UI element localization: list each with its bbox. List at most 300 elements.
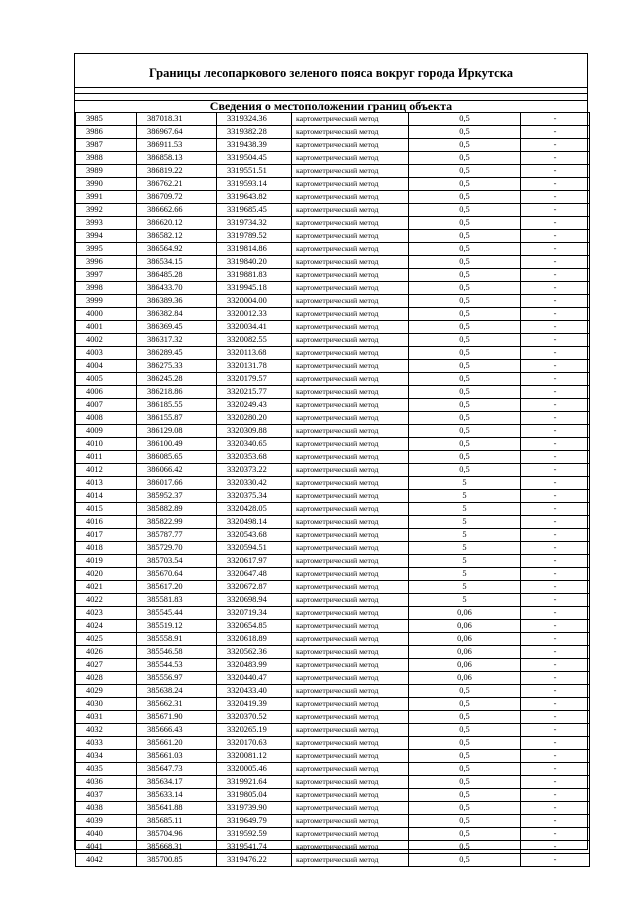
- point-number-cell: 3992: [76, 204, 137, 217]
- x-coordinate-cell: 385952.37: [137, 490, 217, 503]
- document-frame: [74, 53, 588, 864]
- table-row: [76, 763, 590, 776]
- x-coordinate-cell: 386382.84: [137, 308, 217, 321]
- table-row: [76, 256, 590, 269]
- table-row: [76, 698, 590, 711]
- method-cell: картометрический метод: [292, 841, 409, 854]
- x-coordinate-cell: 386911.53: [137, 139, 217, 152]
- accuracy-cell: 0,5: [409, 412, 521, 425]
- accuracy-cell: 0,5: [409, 139, 521, 152]
- method-cell: картометрический метод: [292, 191, 409, 204]
- y-coordinate-cell: 3320170.63: [217, 737, 292, 750]
- notes-cell: -: [521, 217, 590, 230]
- y-coordinate-cell: 3319945.18: [217, 282, 292, 295]
- coordinates-table: [75, 112, 590, 867]
- point-number-cell: 4009: [76, 425, 137, 438]
- point-number-cell: 3988: [76, 152, 137, 165]
- accuracy-cell: 0,5: [409, 815, 521, 828]
- method-cell: картометрический метод: [292, 269, 409, 282]
- x-coordinate-cell: 386389.36: [137, 295, 217, 308]
- document-title: Границы лесопаркового зеленого пояса вокруг города Иркутска: [149, 66, 513, 80]
- accuracy-cell: 0,5: [409, 789, 521, 802]
- table-row: [76, 152, 590, 165]
- accuracy-cell: 0,5: [409, 451, 521, 464]
- notes-cell: -: [521, 334, 590, 347]
- x-coordinate-cell: 385641.88: [137, 802, 217, 815]
- accuracy-cell: 0,5: [409, 763, 521, 776]
- table-row: [76, 360, 590, 373]
- accuracy-cell: 0,06: [409, 633, 521, 646]
- x-coordinate-cell: 385685.11: [137, 815, 217, 828]
- table-row: [76, 776, 590, 789]
- notes-cell: -: [521, 529, 590, 542]
- method-cell: картометрический метод: [292, 698, 409, 711]
- table-row: [76, 386, 590, 399]
- method-cell: картометрический метод: [292, 126, 409, 139]
- x-coordinate-cell: 385666.43: [137, 724, 217, 737]
- accuracy-cell: 0,5: [409, 282, 521, 295]
- notes-cell: -: [521, 347, 590, 360]
- y-coordinate-cell: 3320330.42: [217, 477, 292, 490]
- x-coordinate-cell: 386289.45: [137, 347, 217, 360]
- y-coordinate-cell: 3320672.87: [217, 581, 292, 594]
- point-number-cell: 4005: [76, 373, 137, 386]
- accuracy-cell: 5: [409, 594, 521, 607]
- x-coordinate-cell: 386967.64: [137, 126, 217, 139]
- notes-cell: -: [521, 295, 590, 308]
- method-cell: картометрический метод: [292, 152, 409, 165]
- x-coordinate-cell: 385558.91: [137, 633, 217, 646]
- accuracy-cell: 0,5: [409, 113, 521, 126]
- table-row: [76, 789, 590, 802]
- y-coordinate-cell: 3320373.22: [217, 464, 292, 477]
- table-row: [76, 178, 590, 191]
- table-row: [76, 230, 590, 243]
- accuracy-cell: 0,5: [409, 386, 521, 399]
- table-row: [76, 802, 590, 815]
- table-row: [76, 165, 590, 178]
- y-coordinate-cell: 3319541.74: [217, 841, 292, 854]
- notes-cell: -: [521, 724, 590, 737]
- y-coordinate-cell: 3319814.86: [217, 243, 292, 256]
- point-number-cell: 4026: [76, 646, 137, 659]
- y-coordinate-cell: 3319805.04: [217, 789, 292, 802]
- notes-cell: -: [521, 542, 590, 555]
- x-coordinate-cell: 387018.31: [137, 113, 217, 126]
- y-coordinate-cell: 3319840.20: [217, 256, 292, 269]
- method-cell: картометрический метод: [292, 347, 409, 360]
- y-coordinate-cell: 3319551.51: [217, 165, 292, 178]
- table-row: [76, 282, 590, 295]
- method-cell: картометрический метод: [292, 659, 409, 672]
- point-number-cell: 4027: [76, 659, 137, 672]
- notes-cell: -: [521, 776, 590, 789]
- method-cell: картометрический метод: [292, 438, 409, 451]
- notes-cell: -: [521, 178, 590, 191]
- table-row: [76, 750, 590, 763]
- y-coordinate-cell: 3319324.36: [217, 113, 292, 126]
- x-coordinate-cell: 386709.72: [137, 191, 217, 204]
- point-number-cell: 4040: [76, 828, 137, 841]
- x-coordinate-cell: 385546.58: [137, 646, 217, 659]
- table-row: [76, 659, 590, 672]
- y-coordinate-cell: 3320370.52: [217, 711, 292, 724]
- x-coordinate-cell: 385700.85: [137, 854, 217, 867]
- method-cell: картометрический метод: [292, 594, 409, 607]
- y-coordinate-cell: 3319734.32: [217, 217, 292, 230]
- point-number-cell: 4000: [76, 308, 137, 321]
- x-coordinate-cell: 385787.77: [137, 529, 217, 542]
- y-coordinate-cell: 3320034.41: [217, 321, 292, 334]
- x-coordinate-cell: 386017.66: [137, 477, 217, 490]
- accuracy-cell: 0,5: [409, 126, 521, 139]
- x-coordinate-cell: 385661.20: [137, 737, 217, 750]
- method-cell: картометрический метод: [292, 321, 409, 334]
- accuracy-cell: 5: [409, 477, 521, 490]
- accuracy-cell: 5: [409, 529, 521, 542]
- y-coordinate-cell: 3320249.43: [217, 399, 292, 412]
- notes-cell: -: [521, 802, 590, 815]
- table-row: [76, 139, 590, 152]
- y-coordinate-cell: 3319921.64: [217, 776, 292, 789]
- method-cell: картометрический метод: [292, 646, 409, 659]
- x-coordinate-cell: 386185.55: [137, 399, 217, 412]
- table-row: [76, 412, 590, 425]
- notes-cell: -: [521, 308, 590, 321]
- point-number-cell: 4024: [76, 620, 137, 633]
- notes-cell: -: [521, 503, 590, 516]
- method-cell: картометрический метод: [292, 685, 409, 698]
- y-coordinate-cell: 3320440.47: [217, 672, 292, 685]
- y-coordinate-cell: 3319382.28: [217, 126, 292, 139]
- accuracy-cell: 5: [409, 516, 521, 529]
- point-number-cell: 4002: [76, 334, 137, 347]
- y-coordinate-cell: 3319649.79: [217, 815, 292, 828]
- x-coordinate-cell: 385662.31: [137, 698, 217, 711]
- method-cell: картометрический метод: [292, 607, 409, 620]
- y-coordinate-cell: 3320081.12: [217, 750, 292, 763]
- accuracy-cell: 0,5: [409, 204, 521, 217]
- point-number-cell: 4025: [76, 633, 137, 646]
- notes-cell: -: [521, 607, 590, 620]
- method-cell: картометрический метод: [292, 412, 409, 425]
- method-cell: картометрический метод: [292, 802, 409, 815]
- y-coordinate-cell: 3320131.78: [217, 360, 292, 373]
- point-number-cell: 4021: [76, 581, 137, 594]
- y-coordinate-cell: 3320309.88: [217, 425, 292, 438]
- x-coordinate-cell: 386245.28: [137, 373, 217, 386]
- y-coordinate-cell: 3320719.34: [217, 607, 292, 620]
- method-cell: картометрический метод: [292, 230, 409, 243]
- y-coordinate-cell: 3320647.48: [217, 568, 292, 581]
- y-coordinate-cell: 3319504.45: [217, 152, 292, 165]
- table-row: [76, 204, 590, 217]
- method-cell: картометрический метод: [292, 490, 409, 503]
- x-coordinate-cell: 385638.24: [137, 685, 217, 698]
- notes-cell: -: [521, 828, 590, 841]
- method-cell: картометрический метод: [292, 789, 409, 802]
- x-coordinate-cell: 385617.20: [137, 581, 217, 594]
- accuracy-cell: 0,5: [409, 854, 521, 867]
- accuracy-cell: 0,06: [409, 672, 521, 685]
- notes-cell: -: [521, 243, 590, 256]
- table-row: [76, 503, 590, 516]
- notes-cell: -: [521, 386, 590, 399]
- point-number-cell: 3989: [76, 165, 137, 178]
- point-number-cell: 3995: [76, 243, 137, 256]
- notes-cell: -: [521, 568, 590, 581]
- point-number-cell: 3994: [76, 230, 137, 243]
- x-coordinate-cell: 385581.83: [137, 594, 217, 607]
- point-number-cell: 4006: [76, 386, 137, 399]
- table-row: [76, 113, 590, 126]
- table-row: [76, 555, 590, 568]
- method-cell: картометрический метод: [292, 711, 409, 724]
- notes-cell: -: [521, 581, 590, 594]
- point-number-cell: 4017: [76, 529, 137, 542]
- notes-cell: -: [521, 321, 590, 334]
- point-number-cell: 3987: [76, 139, 137, 152]
- notes-cell: -: [521, 360, 590, 373]
- method-cell: картометрический метод: [292, 568, 409, 581]
- y-coordinate-cell: 3319789.52: [217, 230, 292, 243]
- point-number-cell: 3990: [76, 178, 137, 191]
- accuracy-cell: 0,5: [409, 373, 521, 386]
- method-cell: картометрический метод: [292, 828, 409, 841]
- accuracy-cell: 0,5: [409, 828, 521, 841]
- y-coordinate-cell: 3320428.05: [217, 503, 292, 516]
- notes-cell: -: [521, 256, 590, 269]
- accuracy-cell: 0,06: [409, 607, 521, 620]
- notes-cell: -: [521, 672, 590, 685]
- title-box: [75, 54, 587, 88]
- method-cell: картометрический метод: [292, 555, 409, 568]
- x-coordinate-cell: 385703.54: [137, 555, 217, 568]
- y-coordinate-cell: 3320004.00: [217, 295, 292, 308]
- table-row: [76, 308, 590, 321]
- table-row: [76, 490, 590, 503]
- method-cell: картометрический метод: [292, 386, 409, 399]
- y-coordinate-cell: 3319476.22: [217, 854, 292, 867]
- notes-cell: -: [521, 412, 590, 425]
- x-coordinate-cell: 386317.32: [137, 334, 217, 347]
- method-cell: картометрический метод: [292, 750, 409, 763]
- method-cell: картометрический метод: [292, 217, 409, 230]
- y-coordinate-cell: 3320618.89: [217, 633, 292, 646]
- notes-cell: -: [521, 204, 590, 217]
- x-coordinate-cell: 386858.13: [137, 152, 217, 165]
- point-number-cell: 3996: [76, 256, 137, 269]
- x-coordinate-cell: 385729.70: [137, 542, 217, 555]
- notes-cell: -: [521, 165, 590, 178]
- notes-cell: -: [521, 737, 590, 750]
- method-cell: картометрический метод: [292, 308, 409, 321]
- accuracy-cell: 0,5: [409, 399, 521, 412]
- y-coordinate-cell: 3320617.97: [217, 555, 292, 568]
- x-coordinate-cell: 386564.92: [137, 243, 217, 256]
- point-number-cell: 4016: [76, 516, 137, 529]
- notes-cell: -: [521, 191, 590, 204]
- point-number-cell: 4034: [76, 750, 137, 763]
- method-cell: картометрический метод: [292, 399, 409, 412]
- table-row: [76, 607, 590, 620]
- y-coordinate-cell: 3320340.65: [217, 438, 292, 451]
- accuracy-cell: 0,5: [409, 217, 521, 230]
- method-cell: картометрический метод: [292, 295, 409, 308]
- accuracy-cell: 0,5: [409, 750, 521, 763]
- table-row: [76, 347, 590, 360]
- accuracy-cell: 0,5: [409, 438, 521, 451]
- accuracy-cell: 5: [409, 568, 521, 581]
- table-row: [76, 269, 590, 282]
- point-number-cell: 4023: [76, 607, 137, 620]
- method-cell: картометрический метод: [292, 165, 409, 178]
- method-cell: картометрический метод: [292, 243, 409, 256]
- accuracy-cell: 5: [409, 490, 521, 503]
- x-coordinate-cell: 386582.12: [137, 230, 217, 243]
- x-coordinate-cell: 386066.42: [137, 464, 217, 477]
- notes-cell: -: [521, 659, 590, 672]
- y-coordinate-cell: 3320562.36: [217, 646, 292, 659]
- table-row: [76, 373, 590, 386]
- table-row: [76, 646, 590, 659]
- notes-cell: -: [521, 230, 590, 243]
- accuracy-cell: 0,5: [409, 464, 521, 477]
- point-number-cell: 3985: [76, 113, 137, 126]
- method-cell: картометрический метод: [292, 503, 409, 516]
- method-cell: картометрический метод: [292, 113, 409, 126]
- method-cell: картометрический метод: [292, 425, 409, 438]
- notes-cell: -: [521, 711, 590, 724]
- method-cell: картометрический метод: [292, 620, 409, 633]
- accuracy-cell: 0,5: [409, 360, 521, 373]
- method-cell: картометрический метод: [292, 854, 409, 867]
- table-row: [76, 126, 590, 139]
- x-coordinate-cell: 385647.73: [137, 763, 217, 776]
- notes-cell: -: [521, 425, 590, 438]
- x-coordinate-cell: 386085.65: [137, 451, 217, 464]
- accuracy-cell: 0,5: [409, 841, 521, 854]
- point-number-cell: 3991: [76, 191, 137, 204]
- notes-cell: -: [521, 841, 590, 854]
- y-coordinate-cell: 3319592.59: [217, 828, 292, 841]
- x-coordinate-cell: 385545.44: [137, 607, 217, 620]
- table-row: [76, 828, 590, 841]
- accuracy-cell: 5: [409, 581, 521, 594]
- accuracy-cell: 0,5: [409, 685, 521, 698]
- point-number-cell: 4022: [76, 594, 137, 607]
- y-coordinate-cell: 3319643.82: [217, 191, 292, 204]
- y-coordinate-cell: 3320179.57: [217, 373, 292, 386]
- point-number-cell: 3997: [76, 269, 137, 282]
- method-cell: картометрический метод: [292, 282, 409, 295]
- notes-cell: -: [521, 516, 590, 529]
- table-row: [76, 321, 590, 334]
- x-coordinate-cell: 385668.31: [137, 841, 217, 854]
- x-coordinate-cell: 386620.12: [137, 217, 217, 230]
- notes-cell: -: [521, 750, 590, 763]
- notes-cell: -: [521, 373, 590, 386]
- accuracy-cell: 0,5: [409, 698, 521, 711]
- y-coordinate-cell: 3320698.94: [217, 594, 292, 607]
- y-coordinate-cell: 3320543.68: [217, 529, 292, 542]
- y-coordinate-cell: 3320215.77: [217, 386, 292, 399]
- x-coordinate-cell: 386100.49: [137, 438, 217, 451]
- section-subtitle: Сведения о местоположении границ объекта: [209, 101, 453, 112]
- accuracy-cell: 0,5: [409, 737, 521, 750]
- notes-cell: -: [521, 646, 590, 659]
- notes-cell: -: [521, 113, 590, 126]
- method-cell: картометрический метод: [292, 542, 409, 555]
- point-number-cell: 4036: [76, 776, 137, 789]
- y-coordinate-cell: 3320419.39: [217, 698, 292, 711]
- table-row: [76, 399, 590, 412]
- point-number-cell: 4042: [76, 854, 137, 867]
- table-row: [76, 451, 590, 464]
- table-row: [76, 815, 590, 828]
- point-number-cell: 4011: [76, 451, 137, 464]
- method-cell: картометрический метод: [292, 776, 409, 789]
- point-number-cell: 4031: [76, 711, 137, 724]
- table-row: [76, 477, 590, 490]
- point-number-cell: 4019: [76, 555, 137, 568]
- accuracy-cell: 0,06: [409, 620, 521, 633]
- point-number-cell: 4035: [76, 763, 137, 776]
- notes-cell: -: [521, 269, 590, 282]
- y-coordinate-cell: 3319593.14: [217, 178, 292, 191]
- accuracy-cell: 0,5: [409, 425, 521, 438]
- notes-cell: -: [521, 490, 590, 503]
- x-coordinate-cell: 385634.17: [137, 776, 217, 789]
- accuracy-cell: 0,5: [409, 243, 521, 256]
- table-row: [76, 672, 590, 685]
- point-number-cell: 4029: [76, 685, 137, 698]
- y-coordinate-cell: 3320113.68: [217, 347, 292, 360]
- accuracy-cell: 0,06: [409, 646, 521, 659]
- method-cell: картометрический метод: [292, 178, 409, 191]
- x-coordinate-cell: 385519.12: [137, 620, 217, 633]
- accuracy-cell: 0,5: [409, 256, 521, 269]
- point-number-cell: 4003: [76, 347, 137, 360]
- accuracy-cell: 5: [409, 555, 521, 568]
- table-row: [76, 191, 590, 204]
- table-row: [76, 438, 590, 451]
- notes-cell: -: [521, 126, 590, 139]
- point-number-cell: 4012: [76, 464, 137, 477]
- table-row: [76, 737, 590, 750]
- y-coordinate-cell: 3319739.90: [217, 802, 292, 815]
- method-cell: картометрический метод: [292, 516, 409, 529]
- notes-cell: -: [521, 152, 590, 165]
- table-row: [76, 594, 590, 607]
- point-number-cell: 4020: [76, 568, 137, 581]
- table-row: [76, 711, 590, 724]
- coordinates-table-container: [75, 112, 587, 864]
- point-number-cell: 4039: [76, 815, 137, 828]
- point-number-cell: 4001: [76, 321, 137, 334]
- y-coordinate-cell: 3320498.14: [217, 516, 292, 529]
- table-row: [76, 581, 590, 594]
- notes-cell: -: [521, 815, 590, 828]
- notes-cell: -: [521, 464, 590, 477]
- table-row: [76, 516, 590, 529]
- method-cell: картометрический метод: [292, 464, 409, 477]
- point-number-cell: 3986: [76, 126, 137, 139]
- point-number-cell: 4018: [76, 542, 137, 555]
- x-coordinate-cell: 386155.87: [137, 412, 217, 425]
- notes-cell: -: [521, 438, 590, 451]
- y-coordinate-cell: 3319881.83: [217, 269, 292, 282]
